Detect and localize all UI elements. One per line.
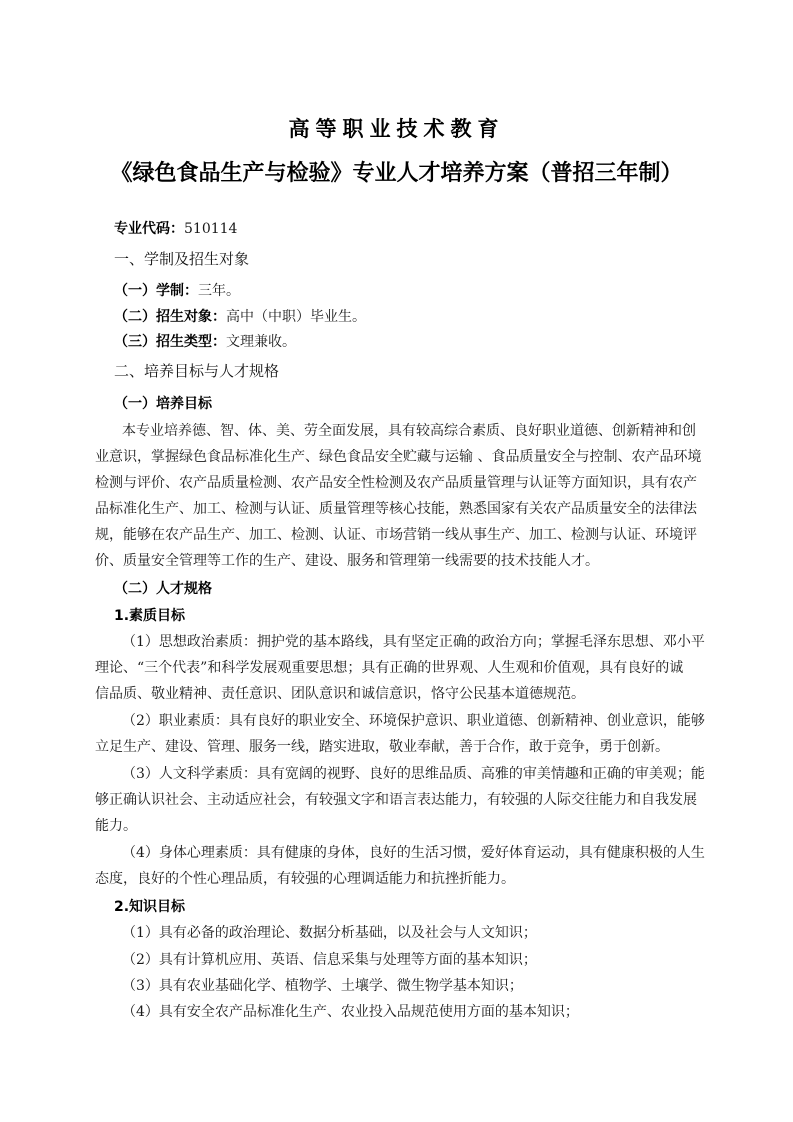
paragraph-line: 价、质量安全管理等工作的生产、建设、服务和管理第一线需要的技术技能人才。 bbox=[95, 553, 599, 569]
item-value: 高中（中职）毕业生。 bbox=[226, 309, 366, 325]
paragraph-line: 态度，良好的个性心理品质，有较强的心理调适能力和抗挫折能力。 bbox=[95, 871, 515, 887]
paragraph-line: （4）身体心理素质：具有健康的身体，良好的生活习惯，爱好体育运动，具有健康积极的人生 bbox=[122, 845, 705, 861]
knowledge-item: （4）具有安全农产品标准化生产、农业投入品规范使用方面的基本知识； bbox=[122, 1004, 579, 1020]
document-title: 高等职业技术教育 bbox=[288, 117, 505, 141]
section1-item bbox=[114, 307, 721, 327]
paragraph-line: 够正确认识社会、主动适应社会，有较强文字和语言表达能力，有较强的人际交往能力和自我发展 bbox=[95, 792, 697, 808]
paragraph-line: 业意识，掌握绿色食品标准化生产、绿色食品安全贮藏与运输 、食品质量安全与控制、农产品环境 bbox=[95, 449, 702, 465]
section2-heading: 二、培养目标与人才规格 bbox=[114, 362, 280, 380]
paragraph-line: （1）思想政治素质：拥护党的基本路线，具有坚定正确的政治方向；掌握毛泽东思想、邓小平 bbox=[122, 634, 705, 650]
paragraph-line: 规，能够在农产品生产、加工、检测、认证、市场营销一线从事生产、加工、检测与认证、环境评 bbox=[95, 527, 697, 543]
knowledge-item: （2）具有计算机应用、英语、信息采集与处理等方面的基本知识； bbox=[122, 952, 537, 968]
paragraph-line: （3）人文科学素质：具有宽阔的视野、良好的思维品质、高雅的审美情趣和正确的审美观；能 bbox=[122, 766, 705, 782]
item-label: （三）招生类型： bbox=[114, 334, 226, 350]
paragraph-line: 检测与评价、农产品质量检测、农产品安全性检测及农产品质量管理与认证等方面知识，具有农产 bbox=[95, 475, 697, 491]
section1-item bbox=[114, 281, 721, 301]
paragraph-line: （2）职业素质：具有良好的职业安全、环境保护意识、职业道德、创新精神、创业意识，能够 bbox=[122, 713, 705, 729]
item-value: 文理兼收。 bbox=[226, 334, 296, 350]
major-code bbox=[114, 219, 721, 239]
section1-item bbox=[114, 332, 721, 352]
item-value: 三年。 bbox=[198, 283, 240, 299]
goal-heading: （一）培养目标 bbox=[114, 396, 212, 412]
paragraph-line: 立足生产、建设、管理、服务一线，踏实进取，敬业奉献，善于合作，敢于竞争，勇于创新。 bbox=[95, 739, 669, 755]
document-subtitle: 《绿色食品生产与检验》专业人才培养方案（普招三年制） bbox=[110, 160, 683, 186]
paragraph-line: 理论、“三个代表”和科学发展观重要思想；具有正确的世界观、人生观和价值观，具有良好的诚 bbox=[95, 660, 684, 676]
knowledge-heading: 2.知识目标 bbox=[114, 899, 186, 915]
knowledge-item: （3）具有农业基础化学、植物学、土壤学、微生物学基本知识； bbox=[122, 978, 523, 994]
paragraph-line: 能力。 bbox=[95, 818, 137, 834]
item-label: （二）招生对象： bbox=[114, 309, 226, 325]
paragraph-line: 信品质、敬业精神、责任意识、团队意识和诚信意识，恪守公民基本道德规范。 bbox=[95, 686, 585, 702]
quality-heading: 1.素质目标 bbox=[114, 608, 186, 624]
paragraph-line: 品标准化生产、加工、检测与认证、质量管理等核心技能，熟悉国家有关农产品质量安全的法律法 bbox=[95, 501, 697, 517]
major-code-label: 专业代码： bbox=[114, 221, 184, 237]
section1-heading: 一、学制及招生对象 bbox=[114, 250, 250, 268]
major-code-value: 510114 bbox=[184, 221, 238, 237]
paragraph-line: 本专业培养德、智、体、美、劳全面发展，具有较高综合素质、良好职业道德、创新精神和创 bbox=[122, 423, 696, 439]
knowledge-item: （1）具有必备的政治理论、数据分析基础，以及社会与人文知识； bbox=[122, 925, 537, 941]
item-label: （一）学制： bbox=[114, 283, 198, 299]
spec-heading: （二）人才规格 bbox=[114, 581, 212, 597]
